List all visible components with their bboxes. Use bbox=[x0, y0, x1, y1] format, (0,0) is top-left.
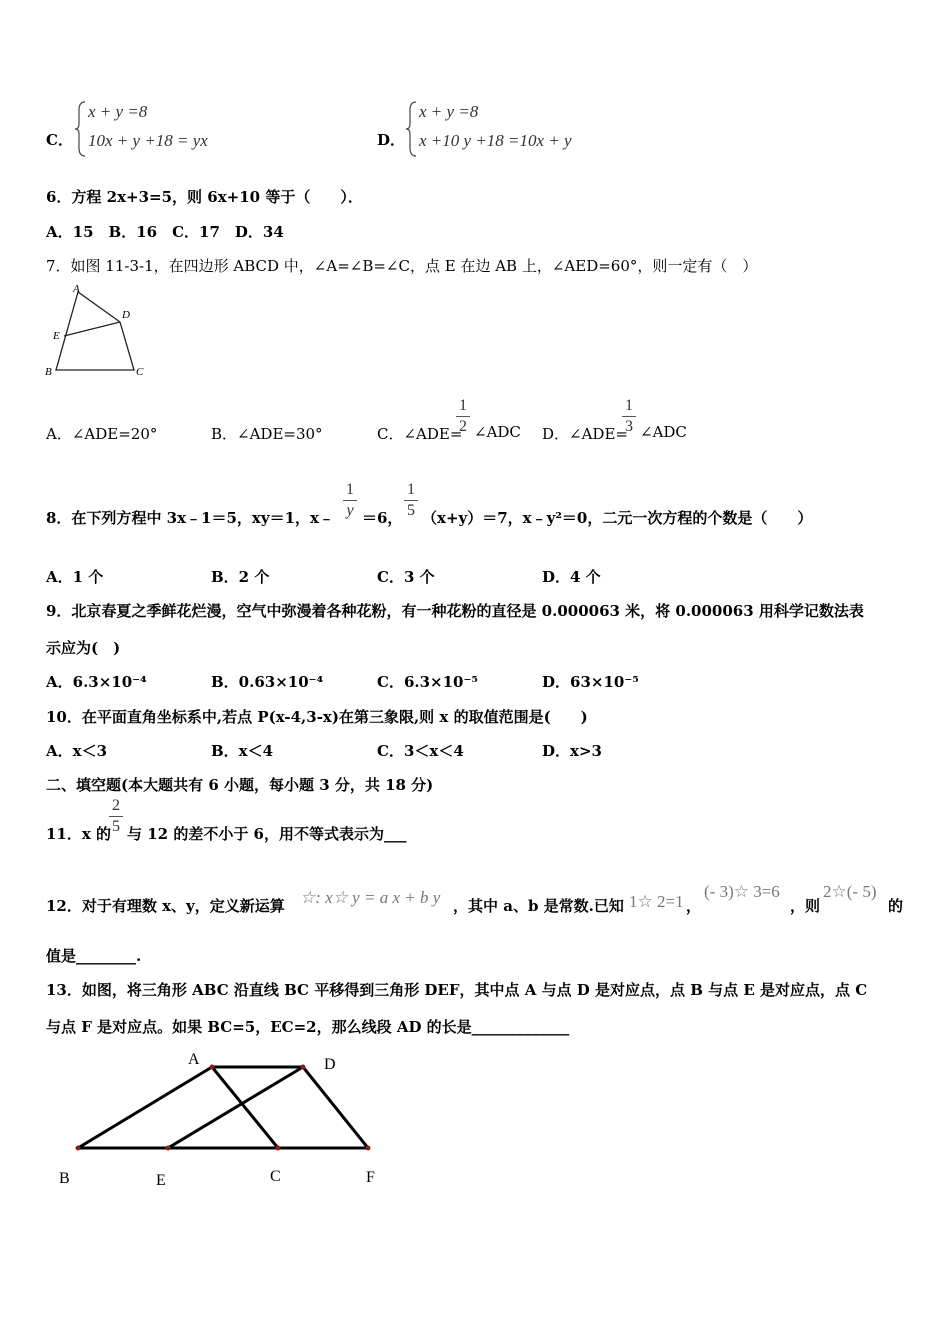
q11-den: 5 bbox=[112, 818, 120, 835]
q12-given1: 1☆ 2=1 bbox=[629, 892, 684, 911]
q12-post: 的 bbox=[888, 897, 904, 915]
q11-fraction bbox=[109, 797, 123, 836]
q13-label-b: B bbox=[59, 1170, 70, 1187]
q7-option-c-den: 2 bbox=[459, 418, 467, 435]
q7-option-c-num: 1 bbox=[459, 397, 467, 414]
q8-frac2-num: 1 bbox=[407, 481, 415, 498]
q7-quadrilateral-figure bbox=[40, 280, 150, 380]
q9-option-a: A．6.3×10⁻⁴ bbox=[46, 673, 147, 691]
q5-option-d-label: D． bbox=[377, 131, 406, 149]
q9-option-b: B．0.63×10⁻⁴ bbox=[211, 673, 324, 691]
q8-frac2-den: 5 bbox=[407, 502, 415, 519]
q10-option-a: A．x＜3 bbox=[46, 742, 108, 760]
q13-label-e: E bbox=[156, 1172, 166, 1189]
q7-option-d-fraction bbox=[622, 397, 636, 436]
q5-option-d-eq1: x + y =8 bbox=[419, 102, 479, 121]
q11-post: 与 12 的差不小于 6，用不等式表示为___ bbox=[127, 825, 407, 843]
q12-operation-definition: ☆: x☆ y = a x + b y bbox=[300, 888, 441, 907]
q8-frac1-den: y bbox=[346, 502, 354, 519]
q13-translation-figure bbox=[50, 1045, 400, 1195]
q8-fraction-1-over-y bbox=[343, 481, 357, 520]
q7-label-e: E bbox=[53, 330, 60, 342]
q13-stem-line1: 13．如图，将三角形 ABC 沿直线 BC 平移得到三角形 DEF，其中点 A 与点 D 是对应点，点 B 与点 E 是对应点，点 C bbox=[46, 981, 868, 999]
q8-option-d: D．4 个 bbox=[542, 568, 601, 586]
q7-option-a: A．∠ADE=20° bbox=[46, 425, 158, 443]
q7-label-b: B bbox=[45, 366, 52, 378]
q9-stem-line1: 9．北京春夏之季鲜花烂漫，空气中弥漫着各种花粉，有一种花粉的直径是 0.000063 米，将 0.000063 用科学记数法表 bbox=[46, 602, 864, 620]
q13-label-c: C bbox=[270, 1168, 281, 1185]
q6-options: A．15 B．16 C．17 D．34 bbox=[46, 223, 284, 241]
q6-stem: 6．方程 2x+3=5，则 6x+10 等于（ ）． bbox=[46, 188, 363, 206]
q5-option-d-eq2: x +10 y +18 =10x + y bbox=[419, 131, 572, 150]
q5-option-c-eq2: 10x + y +18 = yx bbox=[88, 131, 208, 150]
q8-option-a: A．1 个 bbox=[46, 568, 104, 586]
q8-fraction-1-over-5 bbox=[404, 481, 418, 520]
q5-option-c-eq1: x + y =8 bbox=[88, 102, 148, 121]
q7-option-d-num: 1 bbox=[625, 397, 633, 414]
q10-stem: 10．在平面直角坐标系中,若点 P(x-4,3-x)在第三象限,则 x 的取值范围是( ) bbox=[46, 708, 588, 726]
q5-option-c-brace bbox=[74, 100, 88, 158]
q5-option-c-label: C． bbox=[46, 131, 73, 149]
q12-comma: ， bbox=[686, 897, 702, 915]
q7-label-d: D bbox=[122, 309, 130, 321]
q12-line2: 值是________. bbox=[46, 947, 142, 965]
q7-option-d-pre: D．∠ADE= bbox=[542, 425, 628, 443]
q12-pre: 12．对于有理数 x、y，定义新运算 bbox=[46, 897, 285, 915]
q7-option-d-post: ∠ADC bbox=[640, 423, 687, 441]
q8-option-b: B．2 个 bbox=[211, 568, 270, 586]
q11-pre: 11．x 的 bbox=[46, 825, 112, 843]
q7-option-c-fraction bbox=[456, 397, 470, 436]
q13-stem-line2: 与点 F 是对应点。如果 BC=5，EC=2，那么线段 AD 的长是_____________ bbox=[46, 1018, 570, 1036]
q9-option-c: C．6.3×10⁻⁵ bbox=[377, 673, 478, 691]
q10-option-c: C．3＜x＜4 bbox=[377, 742, 464, 760]
q12-mid1: ，其中 a、b 是常数.已知 bbox=[453, 897, 624, 915]
q12-given2: (- 3)☆ 3=6 bbox=[704, 882, 780, 901]
q8-frac1-num: 1 bbox=[346, 481, 354, 498]
q12-ask: 2☆(- 5) bbox=[823, 882, 877, 901]
q7-label-a: A bbox=[73, 283, 80, 295]
q9-stem-line2: 示应为( ) bbox=[46, 639, 121, 657]
q8-stem-part2: ＝6， bbox=[362, 509, 403, 527]
q7-option-c-post: ∠ADC bbox=[474, 423, 521, 441]
q7-option-c-pre: C．∠ADE= bbox=[377, 425, 463, 443]
q8-option-c: C．3 个 bbox=[377, 568, 435, 586]
q10-option-b: B．x＜4 bbox=[211, 742, 274, 760]
q12-mid2: ，则 bbox=[790, 897, 821, 915]
q10-option-d: D．x>3 bbox=[542, 742, 602, 760]
q13-label-a: A bbox=[188, 1051, 200, 1068]
q8-stem-part3: （x+y）＝7，x﹣y²＝0，二元一次方程的个数是（ ） bbox=[422, 509, 813, 527]
q13-label-d: D bbox=[324, 1056, 336, 1073]
q11-num: 2 bbox=[112, 797, 120, 814]
q7-label-c: C bbox=[136, 366, 144, 378]
section2-heading: 二、填空题(本大题共有 6 小题，每小题 3 分，共 18 分) bbox=[46, 776, 434, 794]
q7-option-d-den: 3 bbox=[625, 418, 633, 435]
q7-stem: 7．如图 11-3-1，在四边形 ABCD 中，∠A=∠B=∠C，点 E 在边 AB 上，∠AED=60°，则一定有（ ） bbox=[46, 257, 758, 275]
q9-option-d: D．63×10⁻⁵ bbox=[542, 673, 639, 691]
q13-label-f: F bbox=[366, 1169, 375, 1186]
q8-stem-part1: 8．在下列方程中 3x﹣1＝5，xy＝1，x﹣ bbox=[46, 509, 334, 527]
q5-option-d-brace bbox=[405, 100, 419, 158]
q7-option-b: B．∠ADE=30° bbox=[211, 425, 323, 443]
